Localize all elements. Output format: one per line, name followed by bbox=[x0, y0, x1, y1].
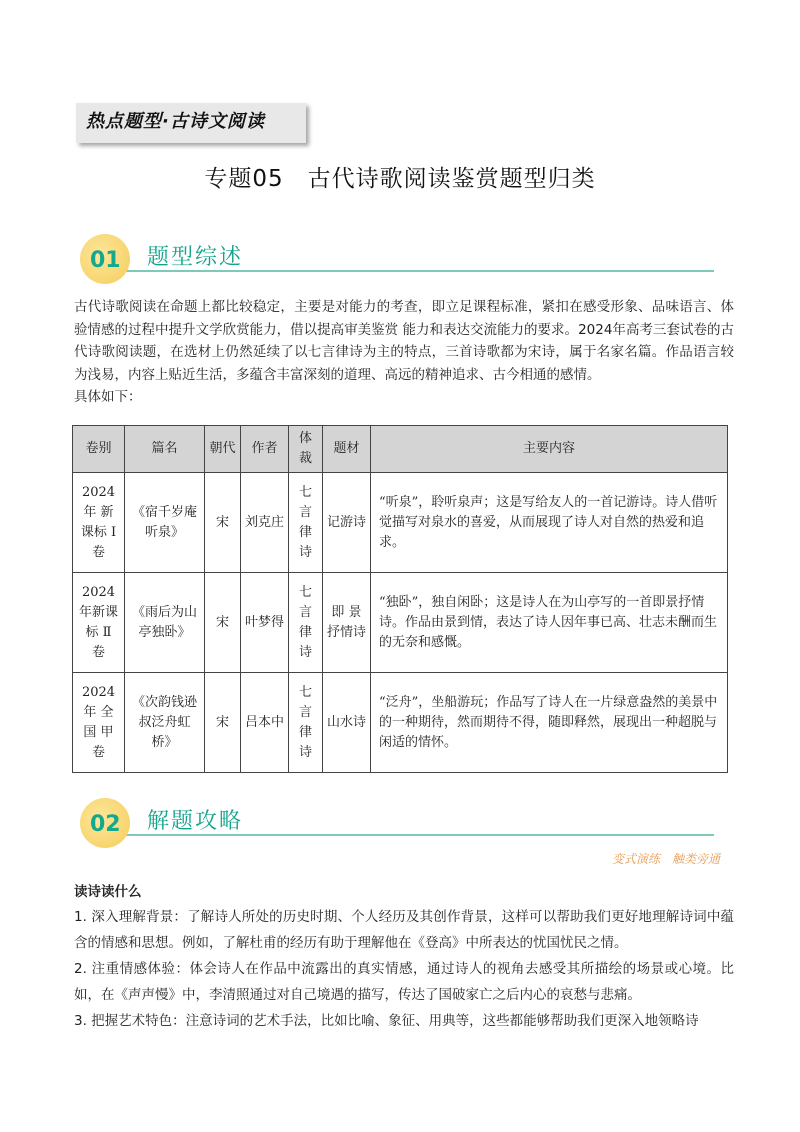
cell-author: 叶梦得 bbox=[241, 573, 289, 673]
header-cell: 主要内容 bbox=[371, 426, 728, 473]
header-cell: 卷别 bbox=[73, 426, 125, 473]
cell-paper: 2024 年 新课标 Ⅰ卷 bbox=[73, 473, 125, 573]
cell-dynasty: 宋 bbox=[205, 673, 241, 773]
cell-dynasty: 宋 bbox=[205, 573, 241, 673]
table-row bbox=[73, 673, 728, 773]
cell-author: 吕本中 bbox=[241, 673, 289, 773]
cell-content: “独卧”，独自闲卧；这是诗人在为山亭写的一首即景抒情诗。作品由景到情，表达了诗人因年事已高、壮志未酬而生的无奈和感慨。 bbox=[371, 573, 728, 673]
cell-theme: 即 景抒情诗 bbox=[323, 573, 371, 673]
page-title: 专题05 古代诗歌阅读鉴赏题型归类 bbox=[204, 166, 596, 192]
section-tagline: 变式演练 触类旁通 bbox=[611, 852, 720, 866]
cell-paper: 2024年新课标 Ⅱ 卷 bbox=[73, 573, 125, 673]
section-title: 解题攻略 bbox=[147, 809, 244, 834]
guide-item: 2. 注重情感体验：体会诗人在作品中流露出的真实情感，通过诗人的视角去感受其所描绘的场景或心境。比如，在《声声慢》中，李清照通过对自己境遇的描写，传达了国破家亡之后内心的哀愁与悲痛。 bbox=[74, 961, 734, 1003]
table-header-row bbox=[73, 426, 728, 473]
cell-form: 七言律诗 bbox=[289, 673, 323, 773]
intro-followup: 具体如下： bbox=[74, 389, 142, 405]
cell-theme: 山水诗 bbox=[323, 673, 371, 773]
cell-content: “泛舟”，坐船游玩；作品写了诗人在一片绿意盎然的美景中的一种期待，然而期待不得，随即释然，展现出一种超脱与闲适的情怀。 bbox=[371, 673, 728, 773]
topic-banner bbox=[76, 103, 306, 143]
intro-text: 古代诗歌阅读在命题上都比较稳定，主要是对能力的考查，即立足课程标准，紧扣在感受形象、品味语言、体验情感的过程中提升文学欣赏能力，借以提高审美鉴赏 能力和表达交流能力的要求。2024年高考三套试卷的古代诗歌阅读题，在选材上仍然延续了以七言律诗为主的特点，三首诗歌都为宋诗，属于名家名篇。作品语言较为浅易，内容上贴近生活，多蕴含丰富深刻的道理、高远的精神追求、古今相通的感情。 bbox=[74, 299, 734, 383]
cell-content: “听泉”，聆听泉声；这是写给友人的一首记游诗。诗人借听觉描写对泉水的喜爱，从而展现了诗人对自然的热爱和追求。 bbox=[371, 473, 728, 573]
guide-item: 3. 把握艺术特色：注意诗词的艺术手法，比如比喻、象征、用典等，这些都能够帮助我们更深入地领略诗 bbox=[74, 1013, 699, 1029]
cell-title: 《次韵钱逊叔泛舟虹桥》 bbox=[125, 673, 205, 773]
cell-dynasty: 宋 bbox=[205, 473, 241, 573]
cell-title: 《宿千岁庵听泉》 bbox=[125, 473, 205, 573]
cell-title: 《雨后为山亭独卧》 bbox=[125, 573, 205, 673]
section-number: 02 bbox=[90, 812, 121, 837]
cell-author: 刘克庄 bbox=[241, 473, 289, 573]
cell-paper: 2024 年 全国 甲卷 bbox=[73, 673, 125, 773]
section-number: 01 bbox=[90, 248, 121, 273]
banner-label: 热点题型·古诗文阅读 bbox=[86, 111, 265, 132]
header-cell: 篇名 bbox=[125, 426, 205, 473]
table-row bbox=[73, 473, 728, 573]
header-cell: 题材 bbox=[323, 426, 371, 473]
guide-heading: 读诗读什么 bbox=[74, 884, 142, 900]
guide-item: 1. 深入理解背景：了解诗人所处的历史时期、个人经历及其创作背景，这样可以帮助我们更好地理解诗词中蕴含的情感和思想。例如，了解杜甫的经历有助于理解他在《登高》中所表达的忧国忧民之情。 bbox=[74, 909, 734, 951]
section-header-strategy bbox=[72, 796, 722, 856]
cell-theme: 记游诗 bbox=[323, 473, 371, 573]
section-title: 题型综述 bbox=[147, 245, 244, 270]
header-cell: 朝代 bbox=[205, 426, 241, 473]
table-row bbox=[73, 573, 728, 673]
header-cell: 体裁 bbox=[289, 426, 323, 473]
strategy-content bbox=[74, 880, 734, 1034]
section-header-overview bbox=[72, 232, 722, 292]
header-cell: 作者 bbox=[241, 426, 289, 473]
cell-form: 七言律诗 bbox=[289, 573, 323, 673]
poems-table bbox=[72, 425, 728, 773]
intro-paragraph bbox=[74, 296, 734, 409]
cell-form: 七言律诗 bbox=[289, 473, 323, 573]
